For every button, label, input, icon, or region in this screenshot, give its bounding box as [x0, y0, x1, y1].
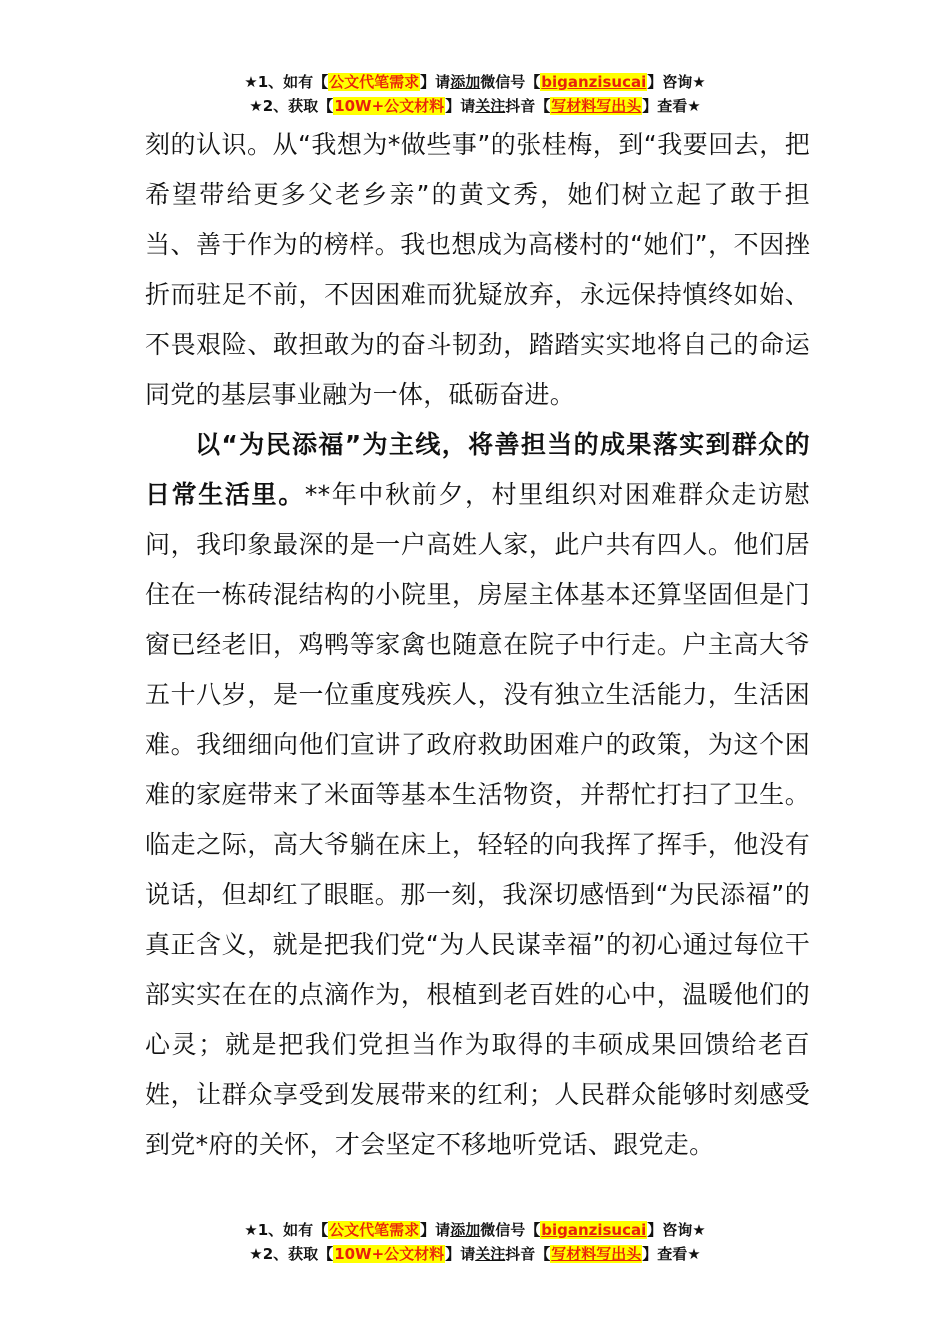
banner-text: ★1、如有【: [244, 73, 329, 91]
banner-highlight: 10W+公文材料: [334, 97, 445, 115]
banner-douyin-id: 写材料写出头: [551, 97, 642, 115]
banner-highlight: 10W+公文材料: [334, 1245, 445, 1263]
banner-text: 微信号【: [480, 1221, 541, 1239]
banner-wechat-id: biganzisucai: [541, 1221, 647, 1239]
banner-wechat-id: biganzisucai: [541, 73, 647, 91]
banner-douyin-id: 写材料写出头: [551, 1245, 642, 1263]
banner-text: 抖音【: [505, 97, 551, 115]
paragraph: [145, 420, 810, 1170]
banner-line-2: [0, 1242, 950, 1266]
banner-underlined: 添加: [450, 1221, 481, 1239]
banner-underlined: 关注: [475, 1245, 506, 1263]
paragraph-heading: 以“为民添福”为主线，将善担当的成果落实到群众的日常生活里。: [145, 430, 810, 509]
document-body: [145, 120, 810, 1170]
banner-underlined: 添加: [450, 73, 481, 91]
banner-text: 】查看★: [642, 1245, 701, 1263]
paragraph: 刻的认识。从“我想为*做些事”的张桂梅，到“我要回去，把希望带给更多父老乡亲”的黄文秀，她们树立起了敢于担当、善于作为的榜样。我也想成为高楼村的“她们”，不因挫折而驻足不前，不因困难而犹疑放弃，永远保持慎终如始、不畏艰险、敢担敢为的奋斗韧劲，踏踏实实地将自己的命运同党的基层事业融为一体，砥砺奋进。: [145, 130, 810, 409]
banner-line-1: [0, 1218, 950, 1242]
banner-underlined: 关注: [475, 97, 506, 115]
banner-text: 】请: [420, 1221, 451, 1239]
banner-text: 】请: [445, 97, 476, 115]
banner-text: 微信号【: [480, 73, 541, 91]
banner-text: 】请: [445, 1245, 476, 1263]
banner-text: ★2、获取【: [249, 1245, 334, 1263]
header-banner: [0, 70, 950, 118]
banner-text: 】咨询★: [647, 73, 706, 91]
footer-banner: [0, 1218, 950, 1266]
banner-line-2: [0, 94, 950, 118]
banner-highlight: 公文代笔需求: [329, 1221, 420, 1239]
banner-text: 】查看★: [642, 97, 701, 115]
banner-line-1: [0, 70, 950, 94]
banner-text: 抖音【: [505, 1245, 551, 1263]
banner-text: 】咨询★: [647, 1221, 706, 1239]
banner-text: ★2、获取【: [249, 97, 334, 115]
banner-text: ★1、如有【: [244, 1221, 329, 1239]
paragraph-text: **年中秋前夕，村里组织对困难群众走访慰问，我印象最深的是一户高姓人家，此户共有四人。他们居住在一栋砖混结构的小院里，房屋主体基本还算坚固但是门窗已经老旧，鸡鸭等家禽也随意在院子中行走。户主高大爷五十八岁，是一位重度残疾人，没有独立生活能力，生活困难。我细细向他们宣讲了政府救助困难户的政策，为这个困难的家庭带来了米面等基本生活物资，并帮忙打扫了卫生。临走之际，高大爷躺在床上，轻轻的向我挥了挥手，他没有说话，但却红了眼眶。那一刻，我深切感悟到“为民添福”的真正含义，就是把我们党“为人民谋幸福”的初心通过每位干部实实在在的点滴作为，根植到老百姓的心中，温暖他们的心灵；就是把我们党担当作为取得的丰硕成果回馈给老百姓，让群众享受到发展带来的红利；人民群众能够时刻感受到党*府的关怀，才会坚定不移地听党话、跟党走。: [145, 480, 810, 1159]
banner-text: 】请: [420, 73, 451, 91]
banner-highlight: 公文代笔需求: [329, 73, 420, 91]
